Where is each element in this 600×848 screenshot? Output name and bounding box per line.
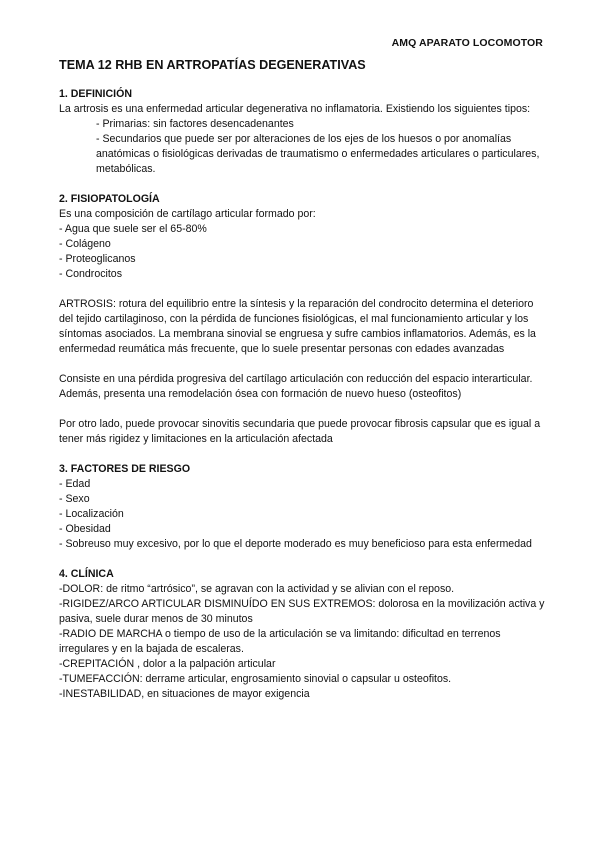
paragraph: Consiste en una pérdida progresiva del cartílago articulación con reducción del espacio interarticular. Además, presenta una remodelación ósea con formación de nuevo hueso (osteofitos) <box>59 373 533 400</box>
list-item: - Sobreuso muy excesivo, por lo que el deporte moderado es muy beneficioso para esta enfermedad <box>59 538 532 550</box>
list-item: -DOLOR: de ritmo “artrósico”, se agravan con la actividad y se alivian con el reposo. <box>59 583 455 595</box>
document-body <box>59 87 549 702</box>
section-definicion <box>59 87 549 177</box>
paragraph: Por otro lado, puede provocar sinovitis secundaria que puede provocar fibrosis capsular que es igual a tener más rigidez y limitaciones en la articulación afectada <box>59 418 541 445</box>
list-item: - Localización <box>59 508 124 520</box>
paragraph: Es una composición de cartílago articular formado por: <box>59 208 316 220</box>
section-heading: 2. FISIOPATOLOGÍA <box>59 193 160 205</box>
page-title: TEMA 12 RHB EN ARTROPATÍAS DEGENERATIVAS <box>59 58 366 72</box>
list-item: - Colágeno <box>59 238 111 250</box>
list-item: - Primarias: sin factores desencadenantes <box>96 118 294 130</box>
list-item: - Secundarios que puede ser por alteraciones de los ejes de los huesos o por anomalías anatómicas o fisiológicas derivadas de traumatismo o enfermedades articulares o particulares, metabólicas. <box>96 133 540 175</box>
list-item: -INESTABILIDAD, en situaciones de mayor exigencia <box>59 688 310 700</box>
paragraph: La artrosis es una enfermedad articular degenerativa no inflamatoria. Existiendo los siguientes tipos: <box>59 103 531 115</box>
section-fisiopatologia <box>59 192 549 447</box>
list-item: - Sexo <box>59 493 90 505</box>
list-item: -TUMEFACCIÓN: derrame articular, engrosamiento sinovial o capsular u osteofitos. <box>59 673 452 685</box>
list-item: - Edad <box>59 478 91 490</box>
list-item: - Agua que suele ser el 65-80% <box>59 223 207 235</box>
list-item: - Obesidad <box>59 523 111 535</box>
list-item: -CREPITACIÓN , dolor a la palpación articular <box>59 658 276 670</box>
section-heading: 3. FACTORES DE RIESGO <box>59 463 191 475</box>
list-item: - Condrocitos <box>59 268 122 280</box>
section-factores-riesgo <box>59 462 549 552</box>
section-heading: 4. CLÍNICA <box>59 568 114 580</box>
list-item: -RADIO DE MARCHA o tiempo de uso de la articulación se va limitando: dificultad en terrenos irregulares y en la bajada de escaleras. <box>59 628 501 655</box>
section-clinica <box>59 567 549 702</box>
paragraph: ARTROSIS: rotura del equilibrio entre la síntesis y la reparación del condrocito determina el deterioro del tejido cartilaginoso, con la pérdida de funciones fisiológicas, el mal funcionamiento articular y los síntomas asociados. La membrana sinovial se engruesa y sufre cambios inflamatorios. Además, es la enfermedad reumática más frecuente, que lo suele presentar personas con edades avanzadas <box>59 298 536 355</box>
section-heading: 1. DEFINICIÓN <box>59 88 132 100</box>
list-item: - Proteoglicanos <box>59 253 136 265</box>
list-item: -RIGIDEZ/ARCO ARTICULAR DISMINUÍDO EN SUS EXTREMOS: dolorosa en la movilización activa y pasiva, suele durar menos de 30 minutos <box>59 598 545 625</box>
document-header: AMQ APARATO LOCOMOTOR <box>391 37 543 49</box>
